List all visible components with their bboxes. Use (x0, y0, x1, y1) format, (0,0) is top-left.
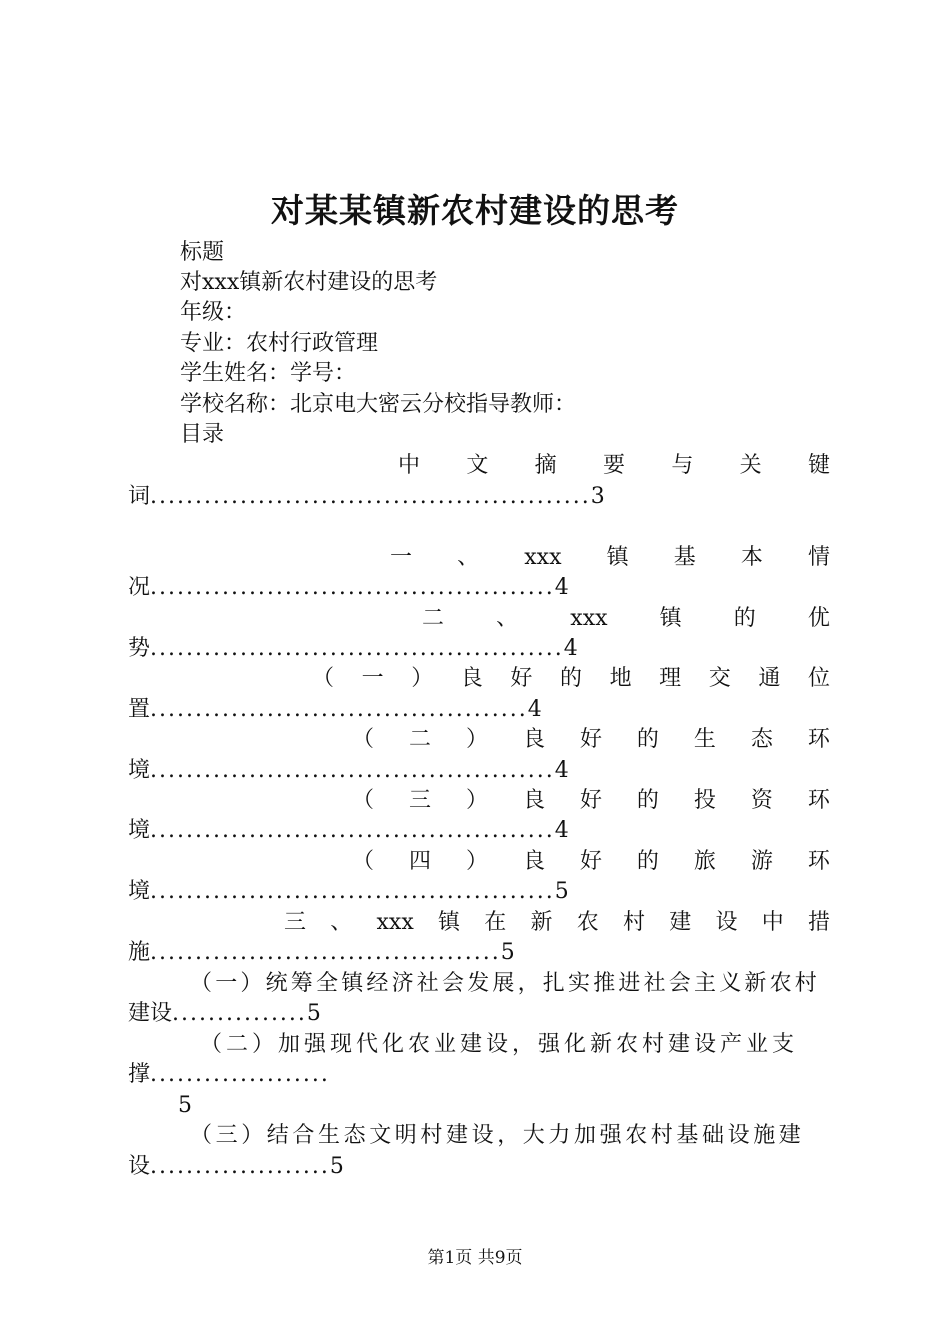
toc-entry-head: （二）加强现代化农业建设，强化新农村建设产业支 (200, 1032, 799, 1057)
toc-entry-line[interactable]: 施.......................................5 (128, 940, 515, 965)
toc-entry-line[interactable]: 境.............................................4 (128, 818, 569, 843)
toc-entry-line[interactable]: 建设...............5 (128, 1001, 321, 1026)
school-name-field: 学校名称：北京电大密云分校指导教师： (180, 392, 577, 417)
label-title: 标题 (180, 240, 225, 265)
toc-entry-head: （ 一 ） 良 好 的 地 理 交 通 位 (312, 666, 830, 691)
toc-entry-line[interactable]: 设....................5 (128, 1154, 344, 1179)
toc-entry-head: 三 、 xxx 镇 在 新 农 村 建 设 中 措 (284, 910, 830, 935)
toc-entry-line[interactable]: 况.............................................4 (128, 575, 569, 600)
grade-field: 年级： (180, 300, 247, 325)
page-footer: 第1页 共9页 (427, 1248, 523, 1268)
toc-entry-head: （ 四 ） 良 好 的 旅 游 环 (352, 849, 830, 874)
student-name-field: 学生姓名：学号： (180, 361, 357, 386)
toc-heading: 目录 (180, 422, 225, 447)
thesis-title: 对xxx镇新农村建设的思考 (180, 270, 438, 295)
toc-entry-head: 一 、 xxx 镇 基 本 情 (390, 545, 830, 570)
toc-entry-head: （ 二 ） 良 好 的 生 态 环 (352, 727, 830, 752)
major-field: 专业：农村行政管理 (180, 331, 379, 356)
toc-entry-head: （一）统筹全镇经济社会发展，扎实推进社会主义新农村 (190, 971, 821, 996)
toc-entry-line[interactable]: 置..........................................4 (128, 697, 542, 722)
toc-entry-line[interactable]: 撑.................... (128, 1062, 330, 1087)
document-title: 对某某镇新农村建设的思考 (271, 191, 679, 230)
toc-page-number: 5 (178, 1093, 192, 1118)
toc-entry-head: 中 文 摘 要 与 关 键 (398, 453, 830, 478)
toc-entry-line[interactable]: 境.............................................4 (128, 758, 569, 783)
toc-entry-head: （ 三 ） 良 好 的 投 资 环 (352, 788, 830, 813)
toc-entry-head: 二 、 xxx 镇 的 优 (422, 606, 830, 631)
toc-entry-line[interactable]: 境.............................................5 (128, 879, 569, 904)
toc-entry-line[interactable]: 词.................................................3 (128, 484, 605, 509)
toc-entry-line[interactable]: 势..............................................4 (128, 636, 578, 661)
toc-entry-head: （三）结合生态文明村建设，大力加强农村基础设施建 (190, 1123, 805, 1148)
